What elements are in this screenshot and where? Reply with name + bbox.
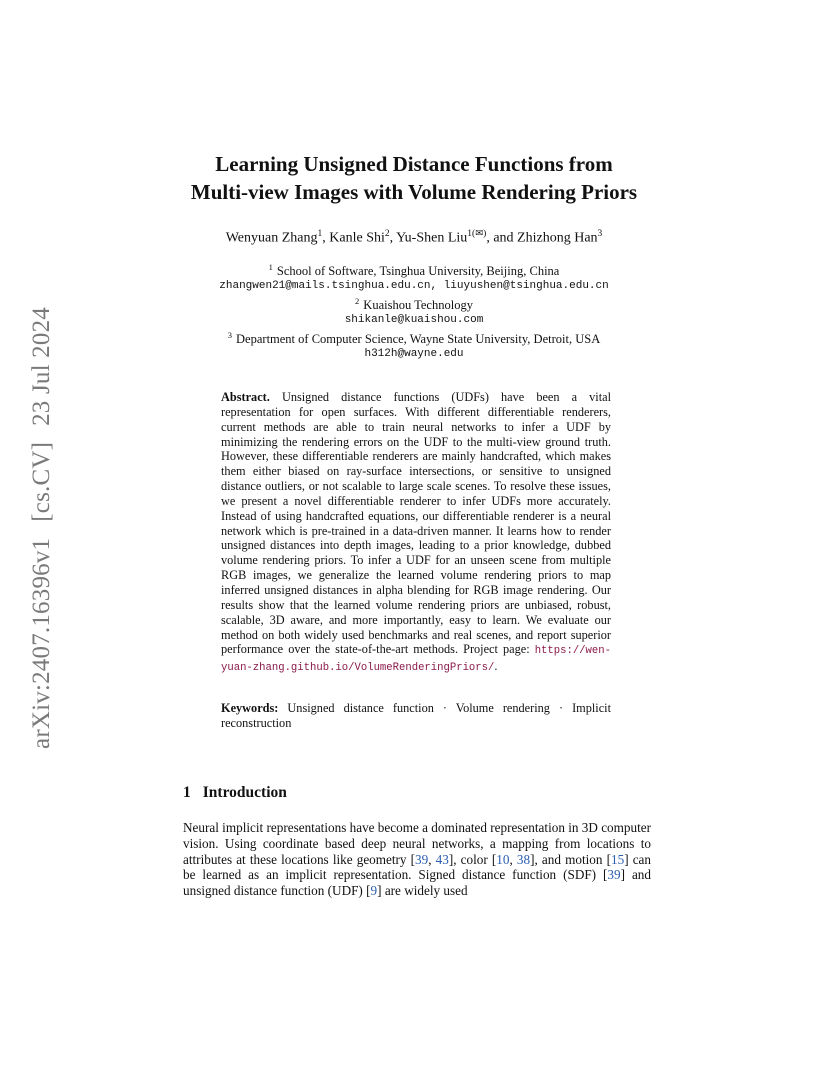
arxiv-id: arXiv:2407.16396v1 [28, 537, 55, 749]
abstract-label: Abstract. [221, 390, 270, 404]
title-line-1: Learning Unsigned Distance Functions from [215, 152, 613, 176]
affiliation-name: Department of Computer Science, Wayne State University, Detroit, USA [236, 332, 601, 347]
intro-text: Neural implicit representations have become a dominated representation in 3D computer vision. Using coordinate based deep neural networks, a mapping from locations to attributes at these locations like geometry [ [183, 820, 651, 867]
intro-text: ], and motion [ [530, 851, 611, 867]
intro-text: ] and unsigned distance function (UDF) [ [183, 867, 651, 899]
author-mark: 3 [597, 229, 603, 239]
project-page-link[interactable]: https://wen-yuan-zhang.github.io/VolumeRenderingPriors/ [221, 645, 611, 675]
citation-link[interactable]: 15 [611, 851, 625, 867]
abstract [221, 390, 611, 676]
keywords-text: Unsigned distance function · Volume rendering · Implicit reconstruction [221, 701, 611, 730]
intro-paragraph [183, 820, 651, 899]
author-mark: 2 [384, 229, 390, 239]
author-list [0, 228, 828, 247]
citation-link[interactable]: 38 [516, 851, 531, 867]
affiliation-item [0, 294, 828, 313]
author-name: Yu-Shen Liu [396, 230, 468, 246]
section-title: Introduction [202, 784, 287, 801]
citation-link[interactable]: 39 [607, 867, 621, 883]
arxiv-category: [cs.CV] [28, 441, 55, 522]
arxiv-date: 23 Jul 2024 [28, 307, 55, 426]
author-separator: , [322, 230, 330, 246]
citation-link[interactable]: 43 [435, 851, 449, 867]
arxiv-stamp [26, 298, 58, 758]
keywords [221, 701, 611, 731]
intro-text: , [509, 851, 517, 867]
citation-link[interactable]: 10 [496, 851, 510, 867]
abstract-end: . [494, 659, 498, 674]
affiliation-email: shikanle@kuaishou.com [344, 314, 484, 327]
affiliation-mark: 2 [355, 296, 360, 307]
intro-text: , [428, 851, 436, 867]
citation-link[interactable]: 9 [370, 883, 378, 899]
affiliation-mark: 1 [268, 262, 273, 272]
affiliation-item [0, 328, 828, 347]
paper-title [0, 150, 828, 206]
keywords-label: Keywords: [221, 701, 279, 715]
affiliation-email: zhangwen21@mails.tsinghua.edu.cn, liuyushen@tsinghua.edu.cn [219, 280, 609, 293]
section-number: 1 [183, 784, 191, 801]
intro-text: ] can be learned as an implicit representation. Signed distance function (SDF) [ [183, 851, 652, 883]
affiliation-list [0, 260, 828, 362]
author-name: Wenyuan Zhang [225, 230, 318, 246]
author-name: Zhizhong Han [517, 230, 598, 246]
author-mark: 1(✉) [467, 229, 487, 239]
affiliation-name: School of Software, Tsinghua University, Beijing, China [276, 264, 560, 279]
intro-text: ], color [ [448, 851, 497, 867]
author-mark: 1 [317, 229, 323, 239]
affiliation-email: h312h@wayne.edu [364, 348, 464, 361]
title-line-2: Multi-view Images with Volume Rendering Priors [190, 180, 638, 204]
abstract-text: Unsigned distance functions (UDFs) have been a vital representation for open surfaces. With different differentiable renderers, current methods are able to train neural networks to infer a UDF by minimizing the rendering errors on the UDF to the multi-view ground truth. However, these differentiable renderers are mainly handcrafted, which makes them either biased on ray-surface intersections, or sensitive to unsigned distance outliers, or not scalable to large scale scenes. To resolve these issues, we present a novel differentiable renderer to infer UDFs more accurately. Instead of using handcrafted equations, our differentiable renderer is a neural network which is pre-trained in a data-driven manner. It learns how to render unsigned distances into depth images, leading to a prior knowledge, dubbed volume rendering priors. To infer a UDF for an unseen scene from multiple RGB images, we generalize the learned volume rendering priors to map inferred unsigned distances in alpha blending for RGB image rendering. Our results show that the learned volume rendering priors are unbiased, robust, scalable, 3D aware, and more importantly, easy to learn. We evaluate our method on both widely used benchmarks and real scenes, and report superior performance over the state-of-the-art methods. Project page: [221, 390, 612, 657]
section-heading [183, 784, 287, 802]
citation-link[interactable]: 39 [415, 851, 429, 867]
affiliation-name: Kuaishou Technology [363, 298, 473, 313]
author-name: Kanle Shi [329, 230, 385, 246]
affiliation-mark: 3 [227, 330, 233, 341]
intro-text: ] are widely used [377, 883, 468, 899]
affiliation-item [0, 260, 828, 279]
author-separator: , and [486, 230, 518, 246]
author-separator: , [389, 230, 397, 246]
